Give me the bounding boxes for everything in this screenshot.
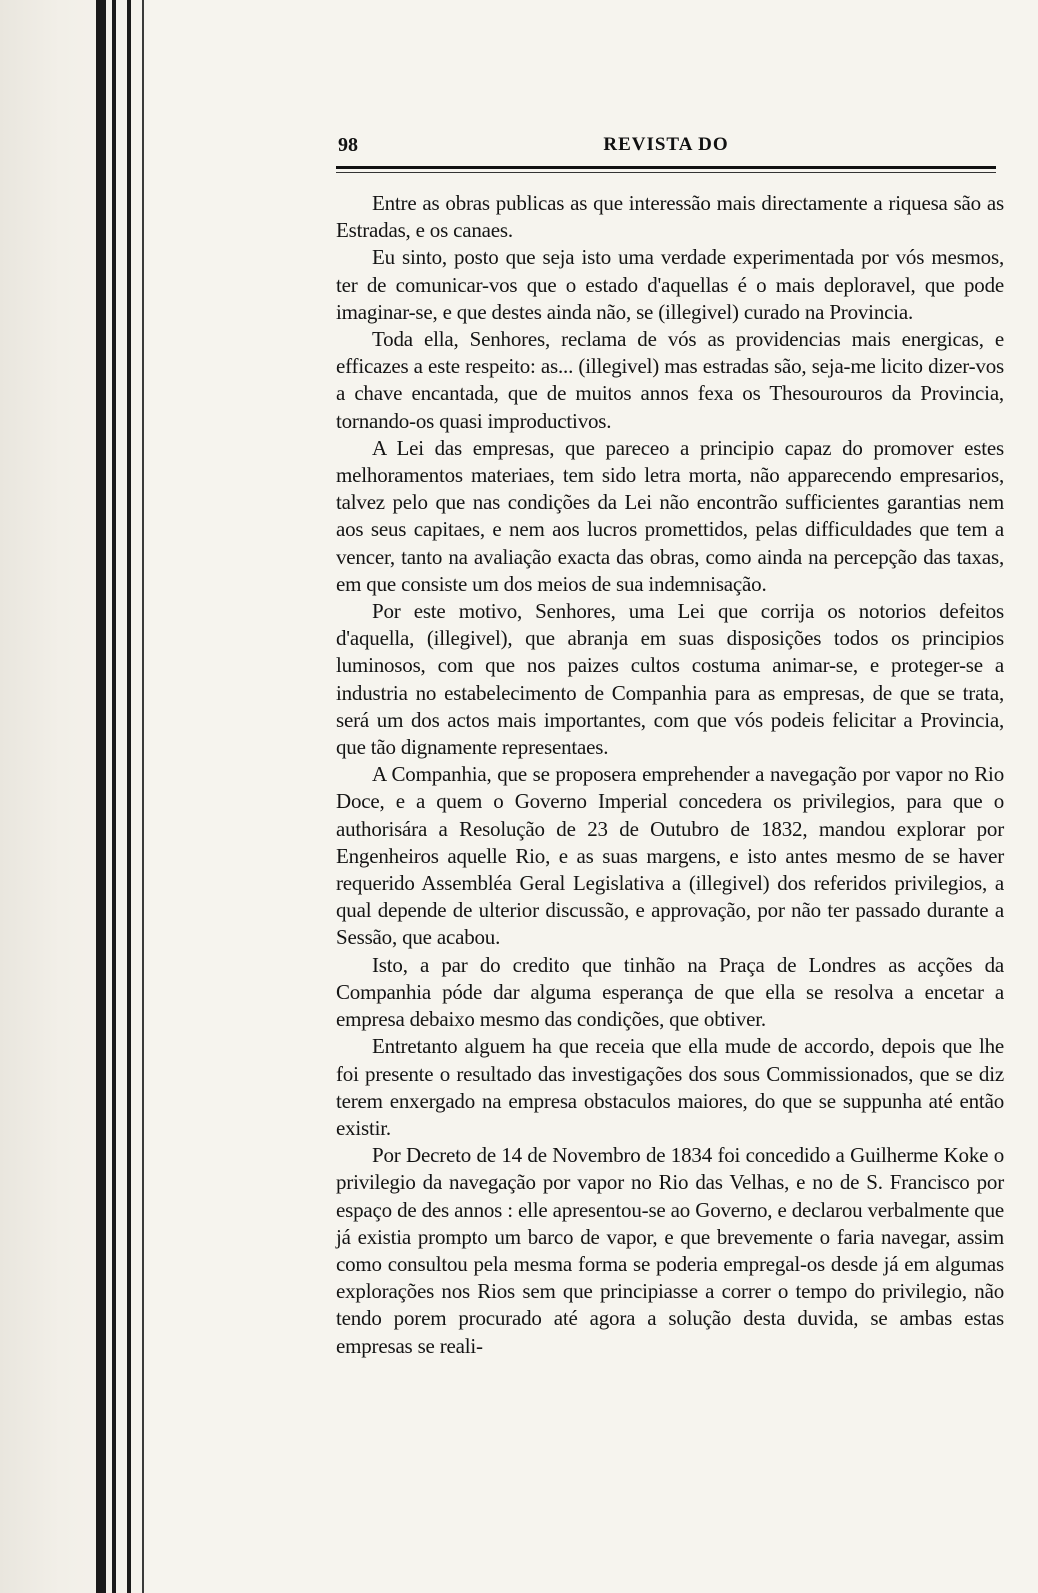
- book-gutter: [0, 0, 160, 1593]
- header-rule: [336, 166, 996, 169]
- paragraph: Toda ella, Senhores, reclama de vós as providencias mais energicas, e efficazes a este respeito: as... (illegivel) mas estradas são, seja-me licito dizer-vos a chave encantada, que de muitos annos fexa os Thesourouros da Provincia, tornando-os quasi improductivos.: [336, 327, 1004, 433]
- paragraph: Isto, a par do credito que tinhão na Praça de Londres as acções da Companhia póde dar alguma esperança de que ella se resolva a encetar a empresa debaixo mesmo das condições, que obtiver.: [336, 952, 1004, 1032]
- paragraph: Entre as obras publicas as que interessão mais directamente a riquesa são as Estradas, e os canaes.: [336, 191, 1004, 243]
- running-title: REVISTA DO: [603, 134, 729, 155]
- paragraph: Por este motivo, Senhores, uma Lei que corrija os notorios defeitos d'aquella, (illegivel), que abranja em suas disposições todos os principios luminosos, com que nos paizes cultos costuma animar-se, e proteger-se a industria no estabelecimento de Companhia para as empresas, de que se trata, será um dos actos mais importantes, com que vós podeis felicitar a Provincia, que tão dignamente representaes.: [336, 599, 1004, 760]
- binding-edge: [112, 0, 116, 1593]
- paragraph: Eu sinto, posto que seja isto uma verdade experimentada por vós mesmos, ter de comunicar-vos que o estado d'aquellas é o mais deploravel, que pode imaginar-se, e que destes ainda não, se (illegivel) curado na Provincia.: [336, 245, 1004, 324]
- paragraph: Por Decreto de 14 de Novembro de 1834 foi concedido a Guilherme Koke o privilegio da navegação por vapor no Rio das Velhas, e no de S. Francisco por espaço de des annos : elle apresentou-se ao Governo, e declarou verbalmente que já existia prompto um barco de vapor, e que brevemente o faria navegar, assim como consultou pela mesma forma se poderia empregal-os desde já em algumas explorações nos Rios sem que principiasse a correr o tempo do privilegio, não tendo porem procurado até agora a solução desta duvida, se ambas estas empresas se reali-: [336, 1143, 1004, 1358]
- paragraph: A Lei das empresas, que pareceo a principio capaz do promover estes melhoramentos materiaes, tem sido letra morta, não apparecendo empresarios, talvez pelo que nas condições da Lei não encontrão sufficientes garantias nem aos seus capitaes, e nem aos lucros promettidos, pelas difficuldades que tem a vencer, tanto na avaliação exacta das obras, como ainda na percepção das taxas, em que consiste um dos meios de sua indemnisação.: [336, 435, 1004, 596]
- body-text: [336, 190, 1004, 1360]
- binding-edge: [142, 0, 144, 1593]
- page-number: 98: [338, 134, 358, 156]
- header-rule-thin: [336, 172, 996, 173]
- binding-edge: [96, 0, 106, 1593]
- paragraph: A Companhia, que se proposera emprehender a navegação por vapor no Rio Doce, e a quem o Governo Imperial concedera os privilegios, para que o authorisára a Resolução de 23 de Outubro de 1832, mandou explorar por Engenheiros aquelle Rio, e as suas margens, e isto antes mesmo de se haver requerido Assembléa Geral Legislativa a (illegivel) dos referidos privilegios, a qual depende de ulterior discussão, e approvação, por não ter passado durante a Sessão, que acabou.: [336, 762, 1004, 950]
- paragraph: Entretanto alguem ha que receia que ella mude de accordo, depois que lhe foi presente o resultado das investigações dos sous Commissionados, que se diz terem enxergado na empresa obstaculos maiores, do que se suppunha até então existir.: [336, 1034, 1004, 1140]
- page-header: [336, 134, 996, 162]
- binding-edge: [127, 0, 131, 1593]
